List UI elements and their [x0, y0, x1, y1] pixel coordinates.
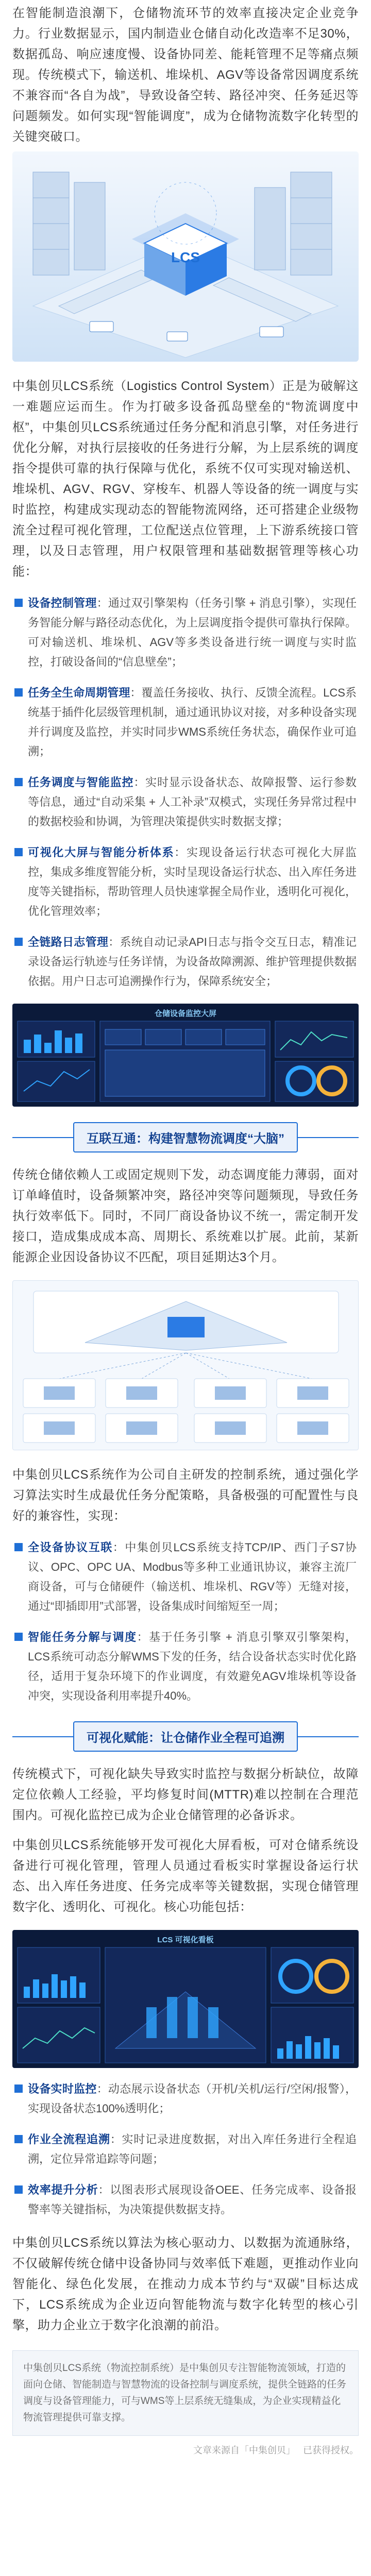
bullet-icon [14, 688, 23, 697]
visual-board-image [12, 1930, 359, 2068]
feature-item [0, 2180, 371, 2219]
feature-text: ：基于任务引擎 + 消息引擎双引擎架构，LCS系统可动态分解WMS下发的任务，结合设备状态实时优化路径，适用于复杂环境下的作业调度，有效避免AGV堆垛机等设备冲突，实现设备利用率提升40%。 [28, 1631, 357, 1702]
board-panels [12, 1930, 359, 2068]
hero-lcs-label: LCS [171, 249, 200, 265]
feature-title: 设备实时监控 [28, 2082, 97, 2095]
feature-title: 全链路日志管理 [28, 936, 109, 948]
feature-title: 效率提升分析 [28, 2183, 98, 2196]
section1-paragraph: 中集创贝LCS系统（Logistics Control System）正是为破解这一难题应运而生。作为打破多设备孤岛壁垒的“物流调度中枢”，中集创贝LCS系统通过任务分配和消息引擎，对任务进行优化分解，对执行层接收的任务进行分解，为上层系统的调度指令提供可靠的执行保障与优化，系统不仅可实现对输送机、堆垛机、AGV、RGV、穿梭车、机器人等设备的统一调度与实时监控，构建成实现动态的智能物流网络，还可搭建企业级物流全过程可视化管理，工位配送点位管理，上下游系统接口管理，以及日志管理，用户权限管理和基础数据管理等核心功能： [12, 379, 359, 579]
dashboard-panels [12, 1004, 359, 1107]
feature-item [0, 773, 371, 832]
feature-title: 智能任务分解与调度 [28, 1631, 137, 1643]
heading-divider [298, 1736, 359, 1737]
bullet-icon [14, 2185, 23, 2194]
feature-title: 设备控制管理 [28, 597, 97, 609]
equipment-illustration [12, 1280, 359, 1450]
feature-text: ：实时显示设备状态、故障报警、运行参数等信息，通过“自动采集 + 人工补录”双模式，实现任务异常过程中的数据校验和协调，为管理决策提供实时数据支撑； [28, 776, 357, 828]
feature-title: 可视化大屏与智能分析体系 [28, 846, 175, 859]
feature-item [0, 2079, 371, 2119]
feature-text: ：实现设备运行状态可视化大屏监控，集成多维度智能分析，实时呈现设备运行状态、出入库任务进度等关键指标，帮助管理人员快速掌握全局作业，透明化可视化，优化管理效率； [28, 846, 357, 918]
section3-conclusion: 中集创贝LCS系统以算法为核心驱动力、以数据为流通脉络，不仅破解传统仓储中设备协同与效率低下难题，更推动作业向智能化、绿色化发展，在推动力成本节约与“双碳”目标达成下，LCS系统成为企业迈向智能物流与数字化转型的核心引擎，助力企业立于数字化浪潮的前沿。 [12, 2236, 359, 2332]
feature-text: ：覆盖任务接收、执行、反馈全流程。LCS系统基于插件化层级管理机制，通过通讯协议对接，对多种设备实现并行调度及监控，并实时同步WMS系统任务状态，确保作业可追溯； [28, 686, 357, 758]
bullet-icon [14, 2135, 23, 2143]
feature-text: ：动态展示设备状态（开机/关机/运行/空闲/报警），实现设备状态100%透明化； [28, 2082, 357, 2115]
feature-item [0, 1628, 371, 1706]
feature-item [0, 2130, 371, 2169]
section3-paragraph-2: 中集创贝LCS系统能够开发可视化大屏看板，可对仓储系统设备进行可视化管理，管理人员通过看板实时掌握设备运行状态、出入库任务进度、任务完成率等关键数据，实现仓储管理数字化、透明化、可视化。核心功能包括： [12, 1838, 359, 1914]
feature-item [0, 683, 371, 761]
feature-text: ：实时记录进度数据，对出入库任务进行全程追溯，定位异常追踪等问题； [28, 2133, 357, 2165]
feature-item [0, 843, 371, 921]
feature-title: 全设备协议互联 [28, 1541, 113, 1554]
section2-paragraph-1: 传统仓储依赖人工或固定规则下发，动态调度能力薄弱，面对订单峰值时，设备频繁冲突，路径冲突等问题频现，导致任务执行效率低下。同时，不同厂商设备协议不统一，需定制开发接口，造成集成成本高、周期长、系统难以扩展。此前，某新能源企业因设备协议不匹配，项目延期达3个月。 [12, 1168, 359, 1264]
feature-title: 任务调度与智能监控 [28, 776, 134, 789]
bullet-icon [14, 938, 23, 946]
bullet-icon [14, 599, 23, 607]
feature-item [0, 933, 371, 991]
monitoring-dashboard-image [12, 1004, 359, 1107]
heading-divider [12, 1736, 73, 1737]
feature-item [0, 1538, 371, 1616]
feature-item [0, 594, 371, 672]
section2-heading [12, 1122, 359, 1153]
article-footer [0, 2436, 371, 2456]
feature-text: ：中集创贝LCS系统支持TCP/IP、西门子S7协议、OPC、OPC UA、Modbus等多种工业通讯协议，兼容主流厂商设备，可与仓储硬件（输送机、堆垛机、RGV等）无缝对接，通过“即插即用”式部署，设备集成时间缩短至一周； [28, 1541, 357, 1613]
section2-heading-text: 互联互通：构建智慧物流调度“大脑” [73, 1122, 298, 1153]
section3-feature-list [0, 2079, 371, 2219]
company-note: 中集创贝LCS系统（物流控制系统）是中集创贝专注智能物流领域，打造的面向仓储、智能制造与智慧物流的设备控制与调度系统，提供全链路的任务调度与设备管理能力，可与WMS等上层系统无缝集成，为企业实现精益化物流管理提供可靠支撑。 [12, 2350, 359, 2436]
board-title: LCS 可视化看板 [157, 1936, 214, 1944]
footer-source: 文章来源自「中集创贝」 [193, 2445, 295, 2455]
bullet-icon [14, 2084, 23, 2093]
feature-text: ：以图表形式展现设备OEE、任务完成率、设备报警率等关键指标，为决策提供数据支持。 [28, 2183, 357, 2216]
section1-feature-list [0, 594, 371, 991]
hero-illustration [12, 151, 359, 362]
feature-text: ：系统自动记录API日志与指令交互日志，精准记录设备运行轨迹与任务详情，为设备故障溯源、维护管理提供数据依据。用户日志可追溯操作行为，保障系统安全； [28, 936, 357, 988]
equipment-network-diagram [13, 1281, 359, 1450]
bullet-icon [14, 1543, 23, 1551]
feature-title: 作业全流程追溯 [28, 2133, 110, 2146]
section3-paragraph-1: 传统模式下，可视化缺失导致实时监控与数据分析缺位，故障定位依赖人工经验，平均修复时间(MTTR)难以控制在合理范围内。可视化监控已成为企业仓储管理的必备诉求。 [12, 1767, 359, 1822]
footer-authorization: 已获得授权。 [303, 2445, 359, 2455]
section2-paragraph-2: 中集创贝LCS系统作为公司自主研发的控制系统，通过强化学习算法实时生成最优任务分配策略，具备极强的可配置性与良好的兼容性，实现： [12, 1468, 359, 1523]
section3-heading-text: 可视化赋能：让仓储作业全程可追溯 [73, 1721, 298, 1752]
intro-paragraph: 在智能制造浪潮下，仓储物流环节的效率直接决定企业竞争力。行业数据显示，国内制造业仓储自动化改造率不足30%，数据孤岛、响应速度慢、设备协同差、能耗管理不足等痛点频现。传统模式下，输送机、堆垛机、AGV等设备常因调度系统不兼容而“各自为战”，导致设备空转、路径冲突、任务延迟等问题频发。如何实现“智能调度”，成为仓储物流数字化转型的关键突破口。 [12, 6, 359, 144]
feature-text: ：通过双引擎架构（任务引擎 + 消息引擎），实现任务智能分解与路径动态优化，为上层调度指令提供可靠执行保障。可对输送机、堆垛机、AGV等多类设备进行统一调度与实时监控，打破设备间的“信息壁垒”； [28, 597, 357, 668]
bullet-icon [14, 848, 23, 856]
heading-divider [298, 1137, 359, 1138]
heading-divider [12, 1137, 73, 1138]
bullet-icon [14, 778, 23, 786]
feature-title: 任务全生命周期管理 [28, 686, 130, 699]
section3-heading [12, 1721, 359, 1752]
dashboard-title: 仓储设备监控大屏 [154, 1009, 216, 1018]
bullet-icon [14, 1633, 23, 1641]
section2-feature-list [0, 1538, 371, 1706]
